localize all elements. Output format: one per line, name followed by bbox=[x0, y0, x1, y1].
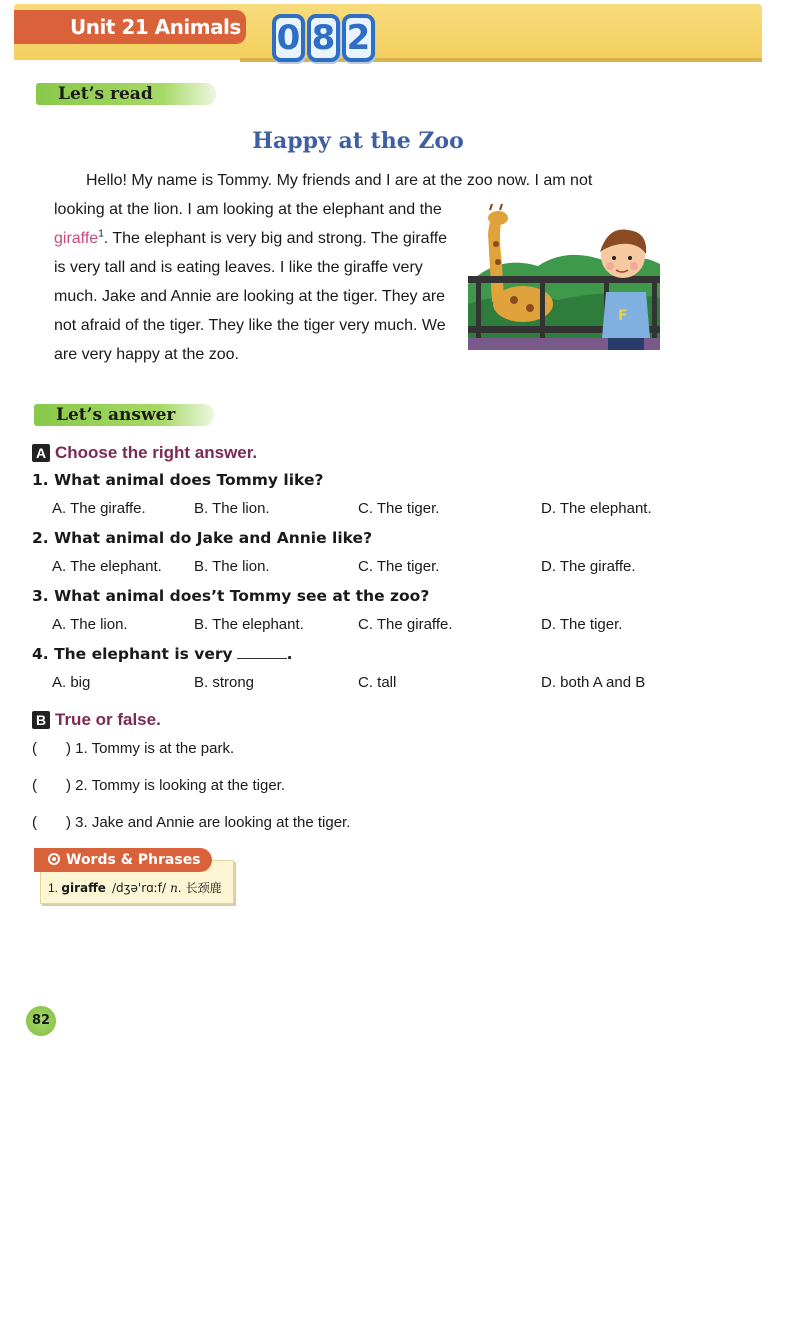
lesson-digit: 0 bbox=[272, 14, 305, 62]
lets-read-label: Let’s read bbox=[36, 83, 216, 105]
tf-statement: 3. Jake and Annie are looking at the tiger. bbox=[75, 814, 351, 831]
page-number: 82 bbox=[26, 1006, 56, 1036]
option-d: D. both A and B bbox=[541, 674, 646, 691]
section-letter-a: A bbox=[32, 444, 50, 462]
section-b-title: True or false. bbox=[55, 710, 161, 729]
question-4-text: 4. The elephant is very bbox=[32, 645, 233, 663]
option-a: A. The giraffe. bbox=[52, 500, 146, 517]
lesson-number bbox=[272, 14, 375, 62]
question-1: 1. What animal does Tommy like? bbox=[32, 471, 324, 489]
option-a: A. The elephant. bbox=[52, 558, 162, 575]
tf-item-2 bbox=[32, 777, 285, 794]
entry-meaning: 长颈鹿 bbox=[185, 881, 222, 895]
section-letter-b: B bbox=[32, 711, 50, 729]
lets-answer-label: Let’s answer bbox=[34, 404, 214, 426]
paren-open: ( bbox=[32, 777, 37, 794]
option-d: D. The giraffe. bbox=[541, 558, 636, 575]
question-4 bbox=[32, 645, 293, 663]
vocab-word-giraffe: giraffe bbox=[54, 230, 99, 247]
paren-open: ( bbox=[32, 740, 37, 757]
words-phrases-tab bbox=[34, 848, 212, 872]
option-a: A. big bbox=[52, 674, 91, 691]
answer-blank bbox=[237, 645, 287, 659]
option-c: C. tall bbox=[358, 674, 397, 691]
lesson-digit: 8 bbox=[307, 14, 340, 62]
story-title: Happy at the Zoo bbox=[252, 128, 464, 154]
question-4-end: . bbox=[286, 645, 293, 663]
section-b-heading bbox=[32, 710, 161, 730]
lesson-digit: 2 bbox=[342, 14, 375, 62]
section-a-heading bbox=[32, 443, 257, 463]
option-d: D. The elephant. bbox=[541, 500, 652, 517]
option-b: B. The lion. bbox=[194, 500, 270, 517]
zoo-illustration bbox=[468, 204, 660, 350]
story-line-first: Hello! My name is Tommy. My friends and I are at the zoo now. I am not bbox=[86, 172, 593, 189]
story-text: . The elephant is very big and strong. The giraffe is very tall and is eating leaves. I like the giraffe very much. Jake and Annie are looking at the tiger. They are not afraid of the tiger. They like the tiger very much. We are very happy at the zoo. bbox=[54, 230, 448, 363]
footnote-mark: 1 bbox=[98, 228, 104, 240]
question-2: 2. What animal do Jake and Annie like? bbox=[32, 529, 373, 547]
option-a: A. The lion. bbox=[52, 616, 128, 633]
vocab-entry bbox=[48, 879, 222, 896]
paren-close: ) bbox=[66, 777, 71, 794]
option-b: B. The lion. bbox=[194, 558, 270, 575]
paren-open: ( bbox=[32, 814, 37, 831]
entry-number: 1. bbox=[48, 881, 59, 895]
story-body bbox=[54, 195, 458, 369]
words-phrases-label: Words & Phrases bbox=[66, 852, 201, 868]
unit-title: Unit 21 Animals bbox=[14, 10, 246, 44]
option-c: C. The giraffe. bbox=[358, 616, 453, 633]
entry-part-of-speech: n. bbox=[170, 881, 182, 895]
question-3: 3. What animal does’t Tommy see at the zoo? bbox=[32, 587, 430, 605]
entry-phonetic: /dʒə'rɑːf/ bbox=[111, 881, 167, 895]
option-d: D. The tiger. bbox=[541, 616, 623, 633]
paren-close: ) bbox=[66, 740, 71, 757]
tf-item-1 bbox=[32, 740, 234, 757]
option-b: B. The elephant. bbox=[194, 616, 304, 633]
option-b: B. strong bbox=[194, 674, 255, 691]
story-text: looking at the lion. I am looking at the elephant and the bbox=[54, 201, 442, 218]
tf-item-3 bbox=[32, 814, 350, 831]
paren-close: ) bbox=[66, 814, 71, 831]
section-a-title: Choose the right answer. bbox=[55, 443, 258, 462]
ring-icon bbox=[48, 853, 60, 865]
shirt-letter: F bbox=[618, 308, 628, 324]
tf-statement: 2. Tommy is looking at the tiger. bbox=[75, 777, 285, 794]
option-c: C. The tiger. bbox=[358, 558, 440, 575]
tf-statement: 1. Tommy is at the park. bbox=[75, 740, 235, 757]
entry-word: giraffe bbox=[61, 881, 106, 895]
option-c: C. The tiger. bbox=[358, 500, 440, 517]
